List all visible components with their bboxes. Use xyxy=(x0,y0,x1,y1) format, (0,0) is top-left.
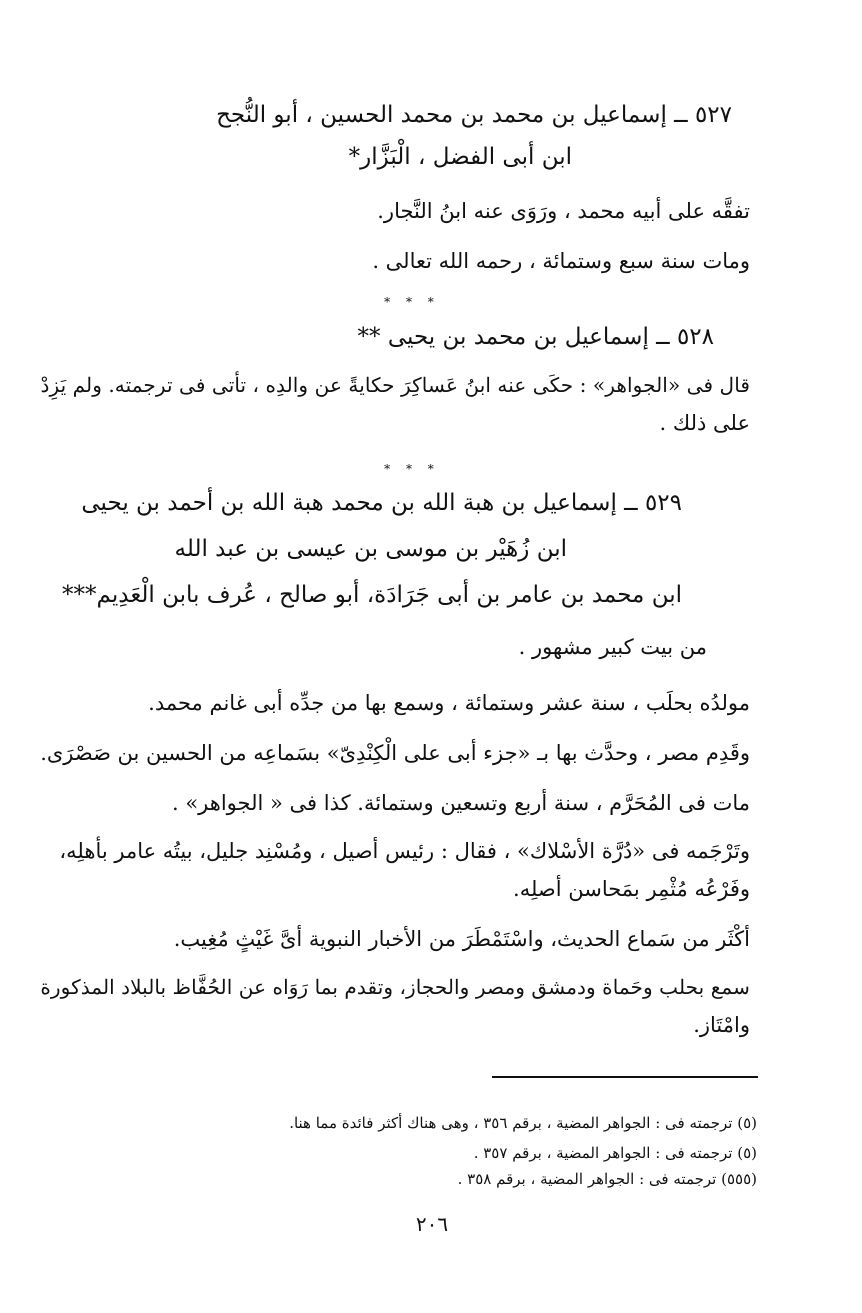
section-separator: * * * xyxy=(384,295,440,309)
entry-529-heading-line-1: ٥٢٩ ــ إسماعيل بن هبة الله بن محمد هبة الله بن أحمد بن يحيى xyxy=(81,490,682,516)
entry-529-body-line-6: وفَرْعُه مُثْمِر بمَحاسن أصلِه. xyxy=(513,877,750,901)
entry-528-body-line-2: على ذلك . xyxy=(659,411,750,435)
footnote-2: (٥) ترجمته فى : الجواهر المضية ، برقم ٣٥٧ . xyxy=(473,1144,757,1162)
entry-529-heading-line-3: ابن محمد بن عامر بن أبى جَرَادَة، أبو صالح ، عُرف بابن الْعَدِيم*** xyxy=(62,582,682,608)
entry-529-body-line-1: من بيت كبير مشهور . xyxy=(518,635,707,659)
entry-529-body-line-4: مات فى المُحَرَّم ، سنة أربع وتسعين وستمائة. كذا فى « الجواهر» . xyxy=(171,791,750,815)
footnote-3: (٥٥٥) ترجمته فى : الجواهر المضية ، برقم ٣٥٨ . xyxy=(457,1170,757,1188)
entry-529-body-line-7: أكْثَر من سَماع الحديث، واسْتَمْطَرَ من الأخبار النبوية أىَّ غَيْثٍ مُغِيب. xyxy=(173,927,750,951)
entry-527-heading-line-1: ٥٢٧ ــ إسماعيل بن محمد بن محمد الحسين ، أبو النُّجح xyxy=(216,102,732,128)
section-separator: * * * xyxy=(384,462,440,476)
entry-527-heading-line-2: ابن أبى الفضل ، الْبَزَّار* xyxy=(348,144,572,170)
entry-527-body-line-1: تفقَّه على أبيه محمد ، ورَوَى عنه ابنُ النَّجار. xyxy=(377,199,750,223)
entry-529-body-line-5: وتَرْجَمه فى «دُرَّة الأسْلاك» ، فقال : رئيس أصيل ، ومُسْنِد جليل، بيتُه عامر بأهلِه، xyxy=(59,839,750,863)
entry-529-heading-line-2: ابن زُهَيْر بن موسى بن عيسى بن عبد الله xyxy=(174,536,567,562)
entry-527-body-line-2: ومات سنة سبع وستمائة ، رحمه الله تعالى . xyxy=(372,249,750,273)
entry-528-body-line-1: قال فى «الجواهر» : حكَى عنه ابنُ عَساكِرَ حكايةً عن والدِه ، تأتى فى ترجمته. ولم يَزِدْ xyxy=(40,373,750,397)
entry-529-body-line-3: وقَدِم مصر ، وحدَّث بها بـ «جزء أبى على الْكِنْدِىّ» بسَماعِه من الحسين بن صَصْرَى. xyxy=(40,741,750,765)
entry-529-body-line-2: مولدُه بحلَب ، سنة عشر وستمائة ، وسمع بها من جدِّه أبى غانم محمد. xyxy=(148,691,750,715)
footnote-1: (٥) ترجمته فى : الجواهر المضية ، برقم ٣٥٦ ، وهى هناك أكثر فائدة مما هنا. xyxy=(289,1114,757,1132)
page-number: ٢٠٦ xyxy=(415,1212,449,1236)
entry-529-body-line-8: سمع بحلب وحَماة ودمشق ومصر والحجاز، وتقدم بما رَوَاه عن الحُفَّاظ بالبلاد المذكورة xyxy=(40,975,750,999)
entry-528-heading: ٥٢٨ ــ إسماعيل بن محمد بن يحيى ** xyxy=(357,324,714,350)
footnote-rule xyxy=(492,1076,758,1078)
entry-529-body-line-9: وامْتَاز. xyxy=(693,1013,750,1037)
